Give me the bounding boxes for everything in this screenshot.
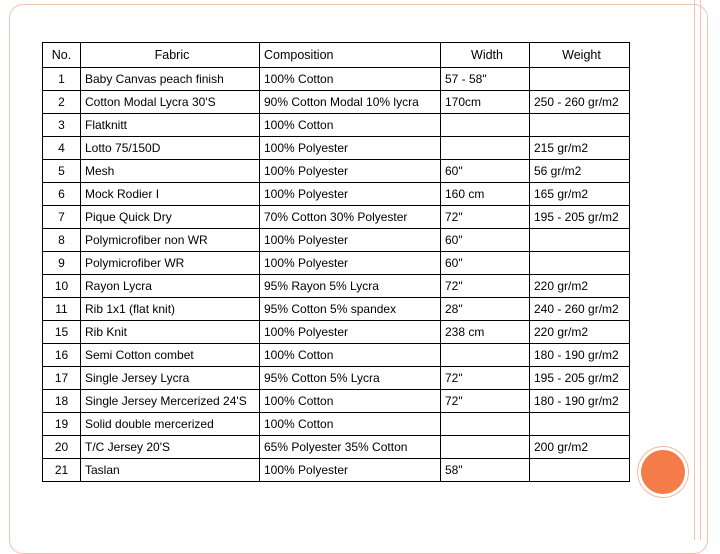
cell-weight [530, 114, 630, 137]
cell-fabric: Rib Knit [81, 321, 260, 344]
table-row [43, 321, 630, 344]
cell-width: 72" [441, 367, 530, 390]
table-row [43, 114, 630, 137]
cell-fabric: Cotton Modal Lycra 30'S [81, 91, 260, 114]
cell-weight: 220 gr/m2 [530, 275, 630, 298]
cell-fabric: Lotto 75/150D [81, 137, 260, 160]
header-width: Width [441, 43, 530, 68]
cell-composition: 100% Polyester [260, 252, 441, 275]
cell-composition: 95% Cotton 5% Lycra [260, 367, 441, 390]
cell-width [441, 436, 530, 459]
cell-weight: 215 gr/m2 [530, 137, 630, 160]
cell-weight: 180 - 190 gr/m2 [530, 344, 630, 367]
cell-no: 1 [43, 68, 81, 91]
cell-weight: 165 gr/m2 [530, 183, 630, 206]
cell-weight: 56 gr/m2 [530, 160, 630, 183]
cell-width: 28" [441, 298, 530, 321]
cell-weight [530, 229, 630, 252]
cell-no: 16 [43, 344, 81, 367]
cell-width: 60" [441, 252, 530, 275]
cell-no: 6 [43, 183, 81, 206]
table-row [43, 298, 630, 321]
table-row [43, 344, 630, 367]
decorative-line [694, 0, 695, 540]
cell-fabric: Rib 1x1 (flat knit) [81, 298, 260, 321]
cell-width: 57 - 58" [441, 68, 530, 91]
cell-composition: 95% Rayon 5% Lycra [260, 275, 441, 298]
cell-no: 21 [43, 459, 81, 482]
cell-weight: 250 - 260 gr/m2 [530, 91, 630, 114]
table-row [43, 183, 630, 206]
table-row [43, 459, 630, 482]
cell-fabric: Taslan [81, 459, 260, 482]
cell-no: 4 [43, 137, 81, 160]
header-fabric: Fabric [81, 43, 260, 68]
accent-dot [641, 450, 685, 494]
cell-no: 7 [43, 206, 81, 229]
cell-weight [530, 413, 630, 436]
cell-fabric: Pique Quick Dry [81, 206, 260, 229]
cell-composition: 100% Cotton [260, 68, 441, 91]
cell-weight: 195 - 205 gr/m2 [530, 206, 630, 229]
cell-fabric: Mesh [81, 160, 260, 183]
cell-composition: 100% Cotton [260, 114, 441, 137]
cell-weight: 180 - 190 gr/m2 [530, 390, 630, 413]
cell-width: 160 cm [441, 183, 530, 206]
table-row [43, 91, 630, 114]
cell-composition: 100% Cotton [260, 413, 441, 436]
header-no: No. [43, 43, 81, 68]
cell-weight [530, 252, 630, 275]
cell-weight [530, 459, 630, 482]
cell-width: 58" [441, 459, 530, 482]
table-row [43, 390, 630, 413]
cell-weight: 240 - 260 gr/m2 [530, 298, 630, 321]
cell-no: 8 [43, 229, 81, 252]
cell-width: 72" [441, 390, 530, 413]
cell-fabric: Rayon Lycra [81, 275, 260, 298]
cell-no: 15 [43, 321, 81, 344]
decorative-line [700, 0, 701, 540]
cell-no: 19 [43, 413, 81, 436]
cell-composition: 70% Cotton 30% Polyester [260, 206, 441, 229]
header-composition: Composition [260, 43, 441, 68]
cell-no: 5 [43, 160, 81, 183]
cell-fabric: Single Jersey Mercerized 24'S [81, 390, 260, 413]
table-row [43, 160, 630, 183]
cell-width [441, 344, 530, 367]
cell-fabric: Mock Rodier I [81, 183, 260, 206]
cell-width: 60" [441, 160, 530, 183]
table-row [43, 413, 630, 436]
cell-no: 17 [43, 367, 81, 390]
cell-fabric: Flatknitt [81, 114, 260, 137]
cell-composition: 100% Polyester [260, 459, 441, 482]
fabric-table [42, 42, 630, 482]
cell-width [441, 114, 530, 137]
cell-fabric: Single Jersey Lycra [81, 367, 260, 390]
cell-no: 10 [43, 275, 81, 298]
cell-no: 3 [43, 114, 81, 137]
cell-width: 170cm [441, 91, 530, 114]
cell-no: 18 [43, 390, 81, 413]
table-row [43, 68, 630, 91]
cell-width [441, 413, 530, 436]
cell-fabric: Baby Canvas peach finish [81, 68, 260, 91]
table-row [43, 367, 630, 390]
cell-fabric: Solid double mercerized [81, 413, 260, 436]
cell-width: 72" [441, 275, 530, 298]
cell-fabric: Polymicrofiber WR [81, 252, 260, 275]
table-row [43, 252, 630, 275]
table-row [43, 206, 630, 229]
cell-composition: 100% Cotton [260, 344, 441, 367]
cell-fabric: Semi Cotton combet [81, 344, 260, 367]
table-row [43, 137, 630, 160]
cell-no: 9 [43, 252, 81, 275]
cell-composition: 100% Cotton [260, 390, 441, 413]
cell-no: 20 [43, 436, 81, 459]
table-header-row [43, 43, 630, 68]
cell-weight [530, 68, 630, 91]
cell-fabric: T/C Jersey 20'S [81, 436, 260, 459]
cell-composition: 90% Cotton Modal 10% lycra [260, 91, 441, 114]
cell-fabric: Polymicrofiber non WR [81, 229, 260, 252]
cell-composition: 100% Polyester [260, 321, 441, 344]
cell-weight: 200 gr/m2 [530, 436, 630, 459]
cell-width [441, 137, 530, 160]
table-row [43, 436, 630, 459]
cell-width: 72" [441, 206, 530, 229]
cell-no: 11 [43, 298, 81, 321]
cell-composition: 100% Polyester [260, 160, 441, 183]
cell-composition: 100% Polyester [260, 183, 441, 206]
table-row [43, 275, 630, 298]
cell-composition: 95% Cotton 5% spandex [260, 298, 441, 321]
cell-no: 2 [43, 91, 81, 114]
cell-width: 60" [441, 229, 530, 252]
cell-weight: 195 - 205 gr/m2 [530, 367, 630, 390]
cell-weight: 220 gr/m2 [530, 321, 630, 344]
header-weight: Weight [530, 43, 630, 68]
table-row [43, 229, 630, 252]
cell-composition: 100% Polyester [260, 229, 441, 252]
cell-composition: 65% Polyester 35% Cotton [260, 436, 441, 459]
cell-width: 238 cm [441, 321, 530, 344]
cell-composition: 100% Polyester [260, 137, 441, 160]
